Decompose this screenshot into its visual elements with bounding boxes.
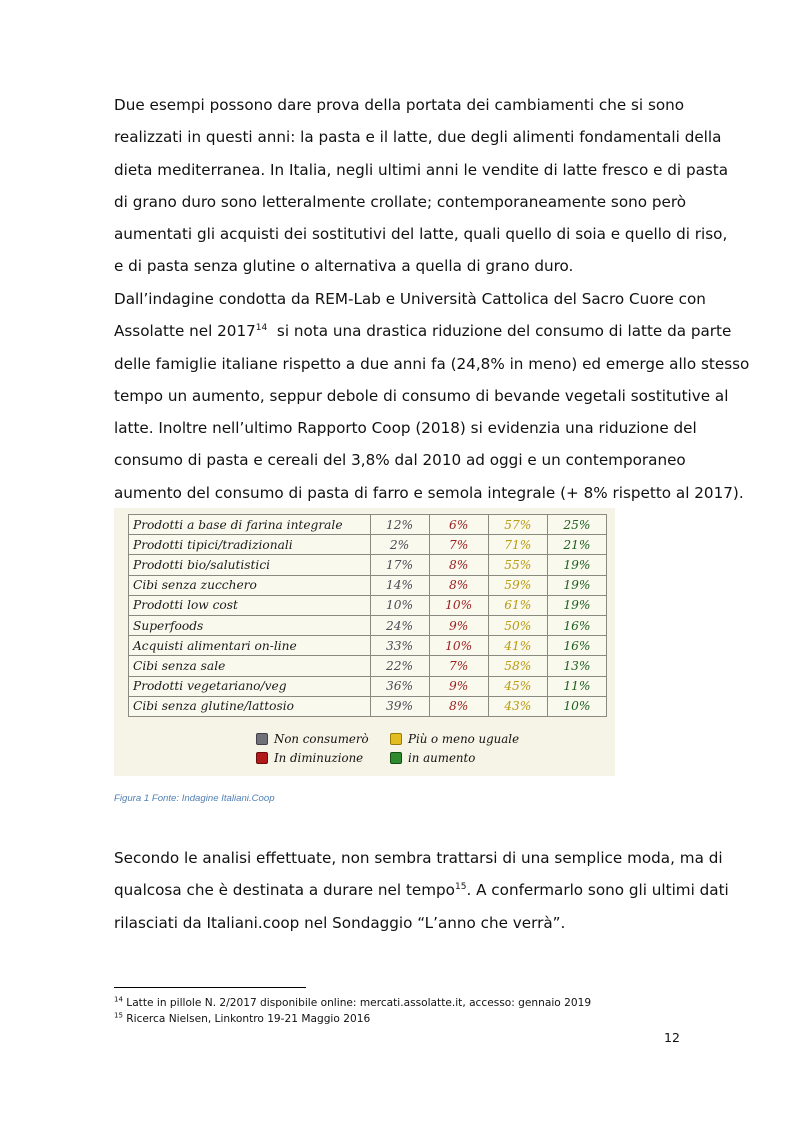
table-cell: 9% (429, 676, 488, 696)
table-cell: 9% (429, 615, 488, 635)
table-cell: 33% (370, 636, 429, 656)
table-cell: 43% (488, 696, 547, 716)
table-cell: 41% (488, 636, 547, 656)
text-run: Assolatte nel 2017 (114, 322, 256, 341)
row-label: Prodotti tipici/tradizionali (129, 535, 371, 555)
table-cell: 19% (547, 595, 606, 615)
row-label: Acquisti alimentari on-line (129, 636, 371, 656)
text-line: Due esempi possono dare prova della portata dei cambiamenti che si sono (114, 96, 685, 114)
text-line: e di pasta senza glutine o alternativa a quella di grano duro. (114, 257, 574, 276)
row-label: Prodotti a base di farina integrale (129, 515, 371, 535)
table-cell: 25% (547, 515, 606, 535)
table-cell: 12% (370, 515, 429, 535)
table-row (129, 615, 607, 635)
legend-label: Non consumerò (274, 732, 369, 746)
text-line: aumentati gli acquisti dei sostitutivi del latte, quali quello di soia e quello di riso, (114, 225, 728, 244)
legend-item-in-diminuzione (256, 751, 363, 765)
legend-label: Più o meno uguale (408, 732, 520, 746)
table-cell: 36% (370, 676, 429, 696)
table-cell: 16% (547, 636, 606, 656)
table-cell: 16% (547, 615, 606, 635)
footnote-text: Ricerca Nielsen, Linkontro 19-21 Maggio 2016 (122, 1013, 371, 1025)
legend-label: in aumento (408, 751, 476, 765)
text-line: tempo un aumento, seppur debole di consumo di bevande vegetali sostitutive al (114, 386, 729, 405)
row-label: Cibi senza glutine/lattosio (129, 696, 371, 716)
gray-square-icon (256, 733, 268, 745)
table-row (129, 636, 607, 656)
text-line: di grano duro sono letteralmente crollate; contemporaneamente sono però (114, 192, 687, 211)
table-cell: 50% (488, 615, 547, 635)
table-row (129, 696, 607, 716)
text-line: aumento del consumo di pasta di farro e semola integrale (+ 8% rispetto al 2017). (114, 483, 744, 502)
row-label: Cibi senza zucchero (129, 575, 371, 595)
text-line: latte. Inoltre nell’ultimo Rapporto Coop (2018) si evidenzia una riduzione del (114, 419, 697, 438)
legend-item-in-aumento (390, 751, 475, 765)
footnote-14 (114, 997, 591, 1009)
table-row (129, 595, 607, 615)
table-cell: 24% (370, 615, 429, 635)
table-cell: 11% (547, 676, 606, 696)
table-cell: 7% (429, 535, 488, 555)
table-cell: 22% (370, 656, 429, 676)
figure-caption: Figura 1 Fonte: Indagine Italiani.Coop (114, 793, 275, 804)
footnote-ref-14[interactable]: 14 (255, 323, 268, 334)
text-run: . A confermarlo sono gli ultimi dati (466, 881, 729, 900)
text-line: realizzati in questi anni: la pasta e il latte, due degli alimenti fondamentali della (114, 128, 722, 147)
legend-label: In diminuzione (274, 751, 364, 765)
table-row (129, 535, 607, 555)
table-cell: 58% (488, 656, 547, 676)
row-label: Cibi senza sale (129, 656, 371, 676)
text-line: Dall’indagine condotta da REM-Lab e Università Cattolica del Sacro Cuore con (114, 290, 706, 308)
text-line (114, 874, 729, 906)
table-cell: 6% (429, 515, 488, 535)
footnote-ref-15[interactable]: 15 (454, 882, 467, 893)
red-square-icon (256, 752, 268, 764)
paragraph-secondo-le-analisi (114, 842, 729, 939)
table-cell: 19% (547, 555, 606, 575)
table-cell: 2% (370, 535, 429, 555)
text-line: rilasciati da Italiani.coop nel Sondaggio “L’anno che verrà”. (114, 913, 566, 932)
table-row (129, 676, 607, 696)
survey-figure (114, 508, 615, 776)
table-cell: 17% (370, 555, 429, 575)
table-cell: 10% (370, 595, 429, 615)
footnote-number: 15 (114, 1011, 123, 1020)
legend-item-non-consumero (256, 732, 369, 746)
page-number: 12 (664, 1030, 680, 1045)
green-square-icon (390, 752, 402, 764)
text-line (114, 315, 732, 347)
table-row (129, 575, 607, 595)
table-cell: 7% (429, 656, 488, 676)
table-cell: 45% (488, 676, 547, 696)
text-line: delle famiglie italiane rispetto a due anni fa (24,8% in meno) ed emerge allo stesso (114, 354, 750, 373)
table-cell: 10% (547, 696, 606, 716)
table-cell: 57% (488, 515, 547, 535)
table-cell: 39% (370, 696, 429, 716)
legend-item-piu-o-meno-uguale (390, 732, 519, 746)
paragraph-pasta-latte (114, 89, 729, 283)
footnote-text: Latte in pillole N. 2/2017 disponibile online: mercati.assolatte.it, accesso: gennaio 2019 (122, 997, 592, 1009)
figure-legend (256, 730, 556, 770)
table-cell: 8% (429, 575, 488, 595)
table-cell: 10% (429, 595, 488, 615)
text-run: si nota una drastica riduzione del consumo di latte da parte (267, 322, 732, 341)
table-cell: 71% (488, 535, 547, 555)
row-label: Prodotti vegetariano/veg (129, 676, 371, 696)
row-label: Prodotti bio/salutistici (129, 555, 371, 575)
table-cell: 61% (488, 595, 547, 615)
table-cell: 21% (547, 535, 606, 555)
table-cell: 14% (370, 575, 429, 595)
footnote-15 (114, 1013, 370, 1025)
text-line: dieta mediterranea. In Italia, negli ultimi anni le vendite di latte fresco e di pasta (114, 160, 729, 179)
table-cell: 8% (429, 696, 488, 716)
yellow-square-icon (390, 733, 402, 745)
table-cell: 13% (547, 656, 606, 676)
table-cell: 59% (488, 575, 547, 595)
table-cell: 19% (547, 575, 606, 595)
table-cell: 55% (488, 555, 547, 575)
table-cell: 8% (429, 555, 488, 575)
text-line: Secondo le analisi effettuate, non sembra trattarsi di una semplice moda, ma di (114, 849, 723, 867)
footnote-number: 14 (114, 995, 123, 1004)
paragraph-indagine (114, 283, 750, 509)
table-row (129, 555, 607, 575)
table-row (129, 515, 607, 535)
text-line: consumo di pasta e cereali del 3,8% dal 2010 ad oggi e un contemporaneo (114, 451, 686, 470)
footnote-divider (114, 987, 306, 988)
text-run: qualcosa che è destinata a durare nel tempo (114, 881, 455, 900)
table-cell: 10% (429, 636, 488, 656)
row-label: Prodotti low cost (129, 595, 371, 615)
row-label: Superfoods (129, 615, 371, 635)
table-row (129, 656, 607, 676)
survey-table (128, 514, 607, 717)
